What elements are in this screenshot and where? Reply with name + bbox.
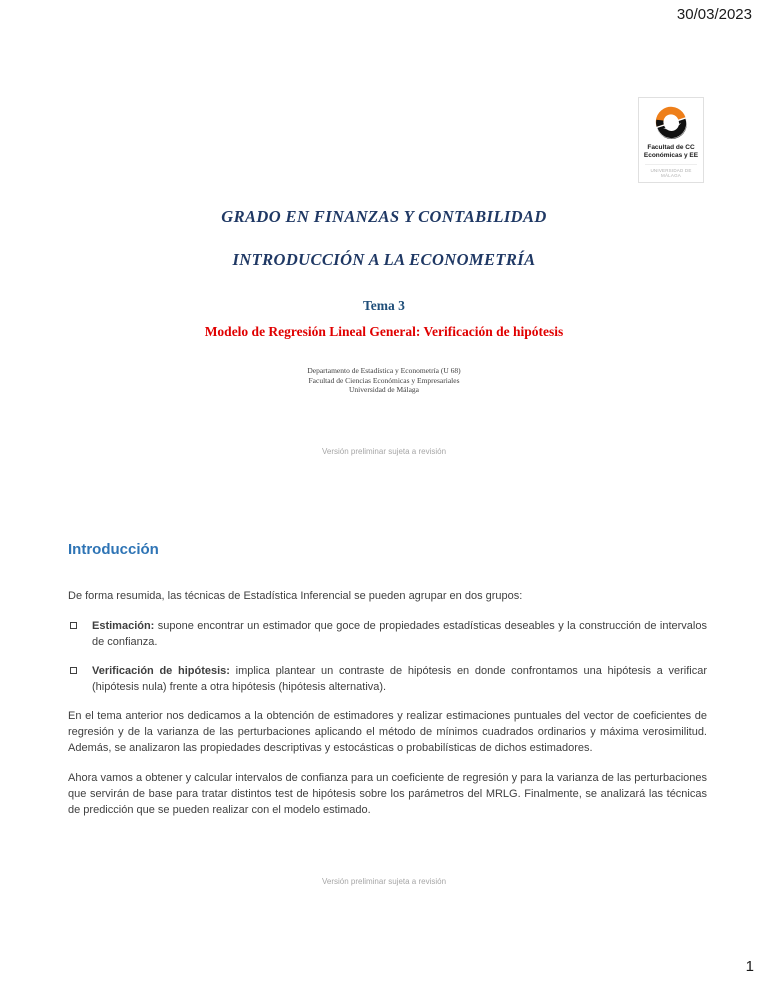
date-header: 30/03/2023 [676,6,752,23]
lesson-number: Tema 3 [363,298,405,313]
bullet-lead: Estimación: [92,620,155,632]
checkbox-bullet-icon [70,667,77,674]
department-line2: Facultad de Ciencias Económicas y Empresariales [308,375,460,385]
draft-note-top: Versión preliminar sujeta a revisión [321,447,447,456]
draft-note-bottom: Versión preliminar sujeta a revisión [321,877,447,886]
course-title: INTRODUCCIÓN A LA ECONOMETRÍA [232,250,536,269]
page-number: 1 [745,958,754,975]
logo-caption [639,144,703,160]
logo-caption-line1: Facultad de CC [647,144,695,151]
body-paragraph-2: Ahora vamos a obtener y calcular intervalos de confianza para un coeficiente de regresión y para la varianza de las perturbaciones que servirán de base para tratar distintos test de hipótesis sobre los parámetros del MRLG. Finalmente, se analizará las técnicas de predicción que se pueden realizar con el modelo estimado. [68,772,707,816]
intro-paragraph: De forma resumida, las técnicas de Estadística Inferencial se pueden agrupar en dos grupos: [68,590,523,602]
logo-university-name: UNIVERSIDAD DE MÁLAGA [645,164,697,178]
section-heading: Introducción [68,541,159,558]
bullet-text: supone encontrar un estimador que goce de propiedades estadísticas deseables y la construcción de intervalos de confianza. [92,620,707,648]
body-paragraph-1: En el tema anterior nos dedicamos a la obtención de estimadores y realizar estimaciones puntuales del vector de coeficientes de regresión y de la varianza de las perturbaciones aplicando el método de mínimos cuadrados ordinarios y máxima verosimilitud. Además, se analizaron las propiedades descriptivas y estocásticas o probabilísticas de dichos estimadores. [68,710,707,754]
checkbox-bullet-icon [70,622,77,629]
department-block [0,366,768,395]
main-content [68,541,707,832]
faculty-logo [638,97,704,183]
university-logo-icon [652,103,690,141]
bullet-verificacion [68,663,707,695]
degree-title: GRADO EN FINANZAS Y CONTABILIDAD [221,207,547,226]
bullet-lead: Verificación de hipótesis: [92,665,230,677]
department-line3: Universidad de Málaga [349,385,419,394]
logo-caption-line2: Económicas y EE [643,152,699,159]
lesson-title: Modelo de Regresión Lineal General: Verificación de hipótesis [204,324,564,339]
bullet-text: implica plantear un contraste de hipótesis en donde confrontamos una hipótesis a verificar (hipótesis nula) frente a otra hipótesis (hipótesis alternativa). [92,665,707,693]
department-line1: Departamento de Estadística y Econometría (U 68) [307,366,461,375]
bullet-estimacion [68,618,707,650]
